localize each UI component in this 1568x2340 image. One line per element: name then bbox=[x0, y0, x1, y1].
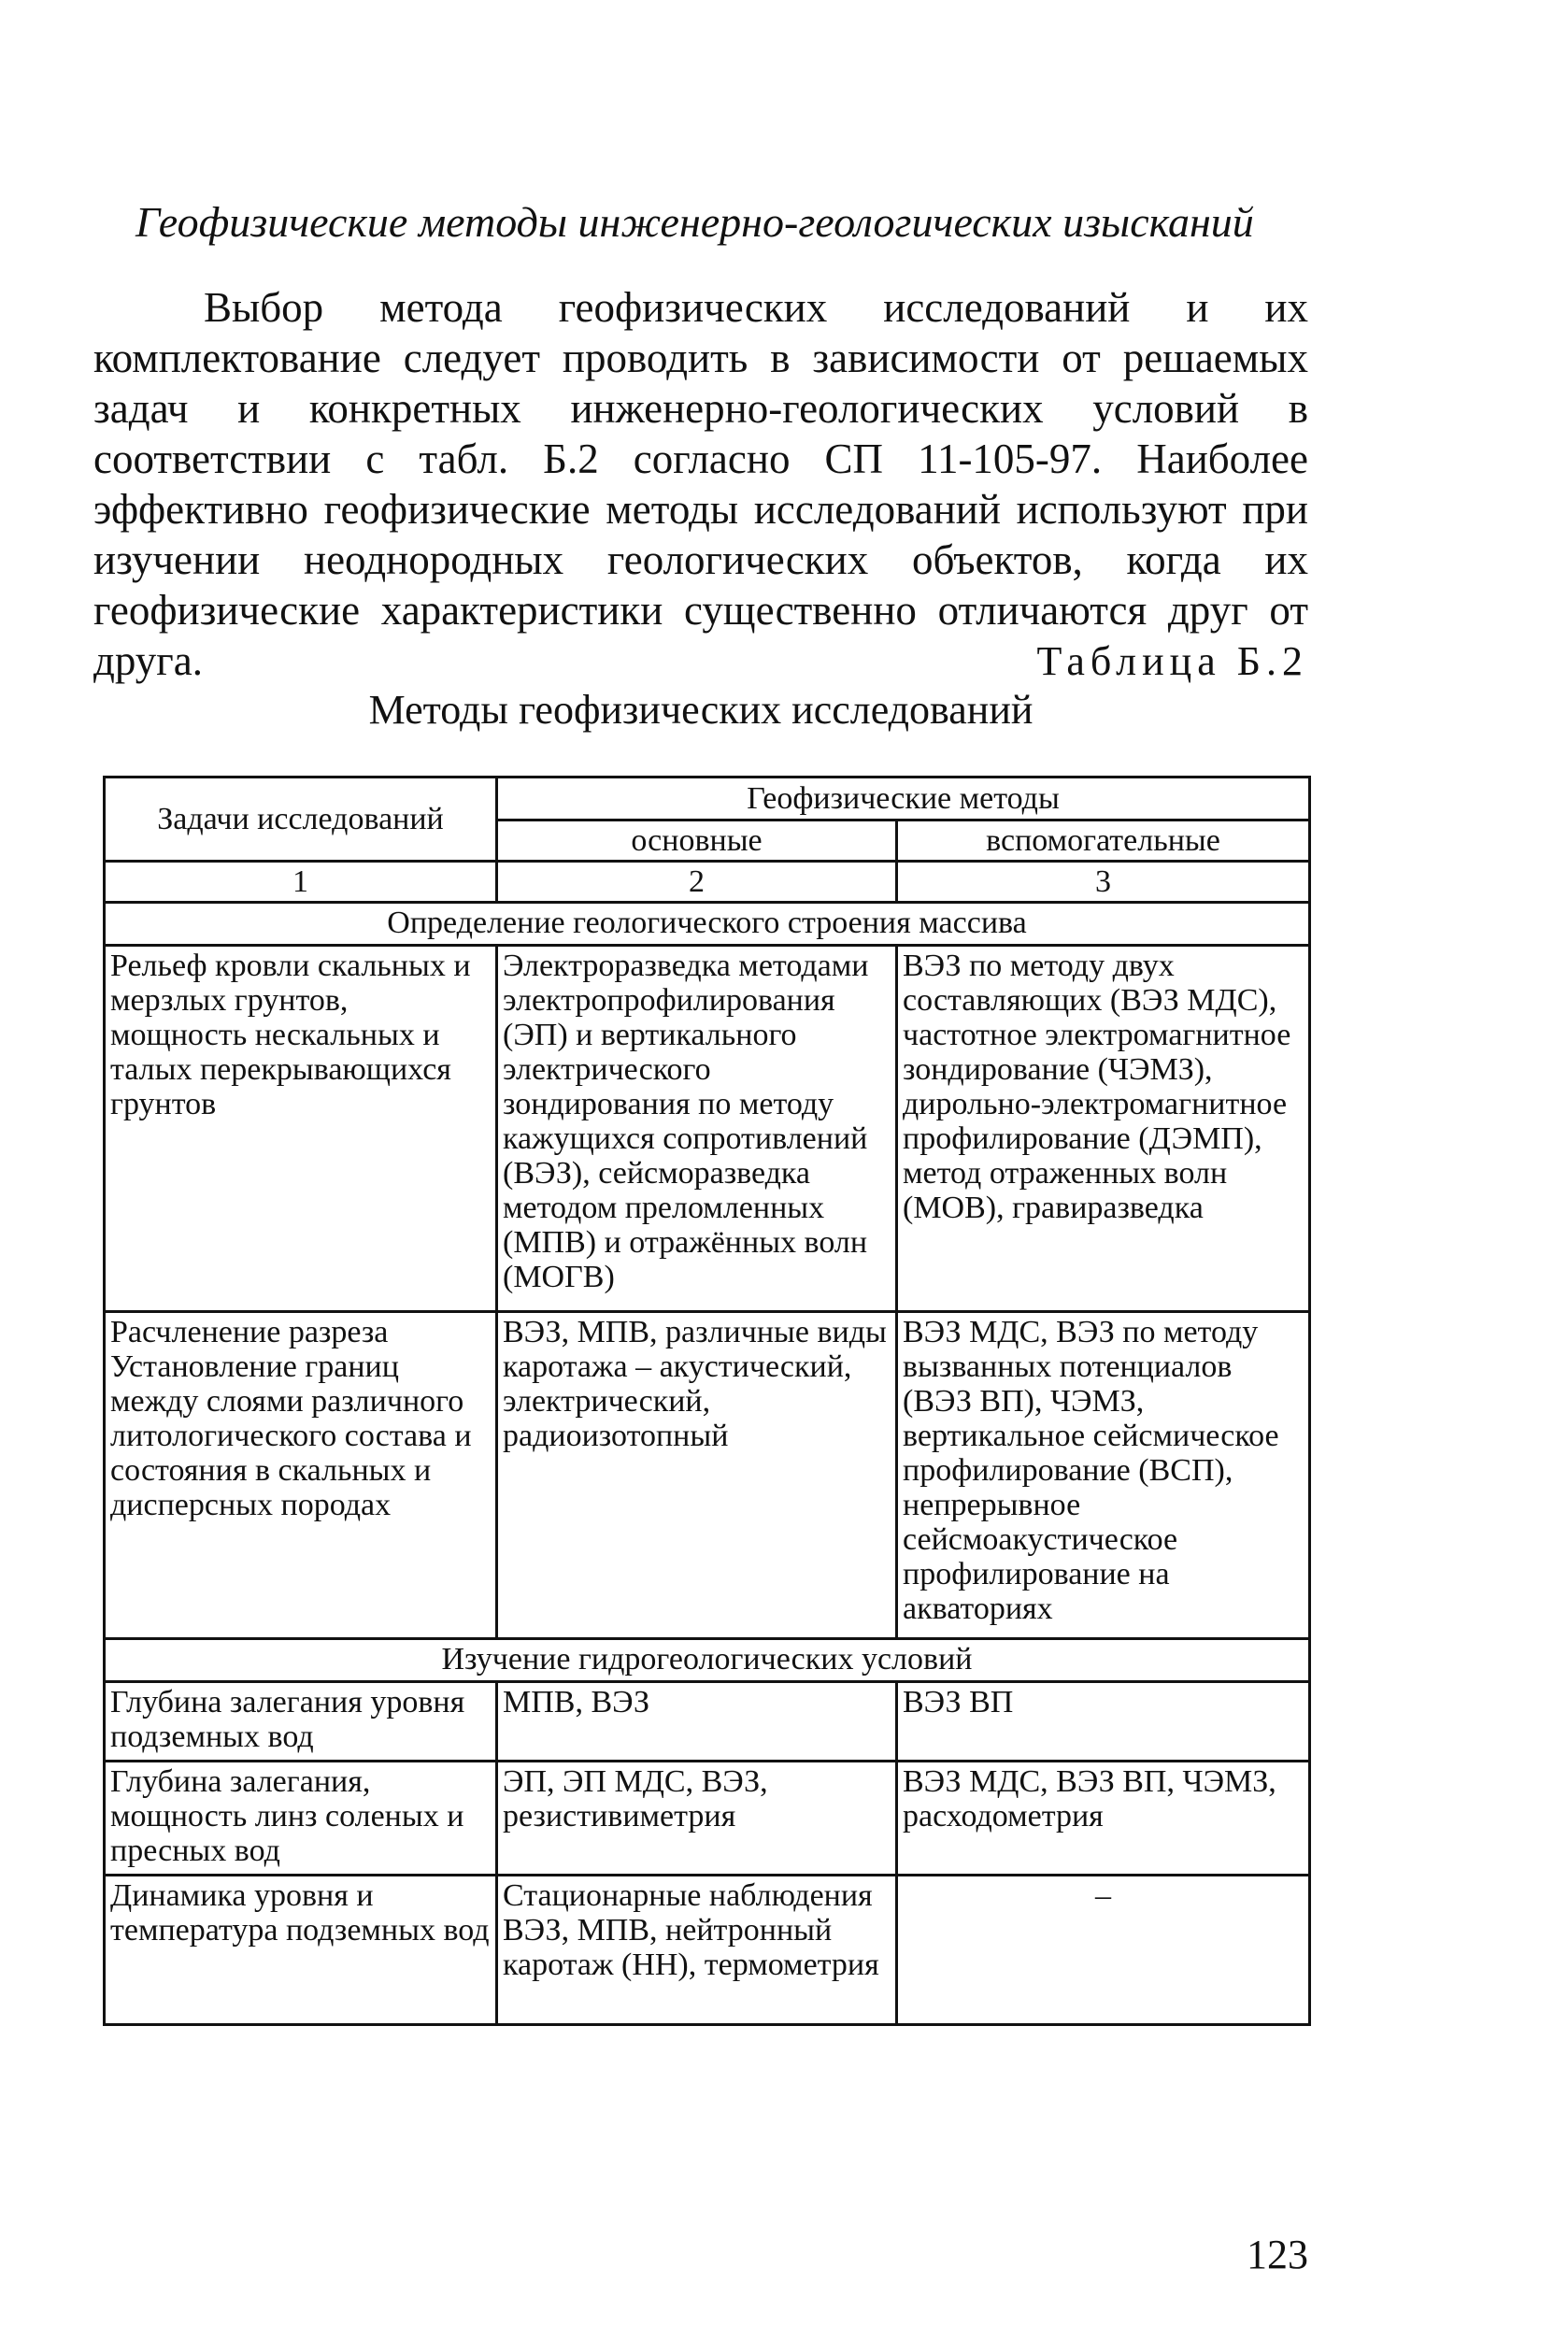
task-cell: Глубина залегания уровня подземных вод bbox=[105, 1682, 497, 1762]
main-methods-cell: Стационарные наблюдения ВЭЗ, МПВ, нейтронный каротаж (НН), термометрия bbox=[497, 1876, 897, 2025]
main-methods-cell: МПВ, ВЭЗ bbox=[497, 1682, 897, 1762]
table-row bbox=[105, 1682, 1310, 1762]
table-title: Методы геофизических исследований bbox=[368, 687, 1033, 733]
main-methods-cell: ВЭЗ, МПВ, различные виды каротажа – акустический, электрический, радиоизотопный bbox=[497, 1312, 897, 1639]
aux-methods-cell: ВЭЗ МДС, ВЭЗ по методу вызванных потенциалов (ВЭЗ ВП), ЧЭМЗ, вертикальное сейсмическое профилирование (ВСП), непрерывное сейсмоакустическое профилирование на акваториях bbox=[897, 1312, 1310, 1639]
table-header-row bbox=[105, 778, 1310, 820]
page-number: 123 bbox=[1247, 2232, 1308, 2277]
table-row bbox=[105, 1762, 1310, 1876]
task-cell: Динамика уровня и температура подземных вод bbox=[105, 1876, 497, 2025]
header-tasks: Задачи исследований bbox=[105, 778, 497, 862]
section-row bbox=[105, 1639, 1310, 1682]
running-header: Геофизические методы инженерно-геологических изысканий bbox=[135, 198, 1254, 246]
column-number: 1 bbox=[105, 862, 497, 903]
methods-table bbox=[103, 776, 1311, 2026]
task-cell: Расчленение разреза Установление границ между слоями различного литологического состава и состояния в скальных и дисперсных породах bbox=[105, 1312, 497, 1639]
table-row bbox=[105, 1876, 1310, 2025]
section-row bbox=[105, 903, 1310, 946]
main-methods-cell: ЭП, ЭП МДС, ВЭЗ, резистивиметрия bbox=[497, 1762, 897, 1876]
column-number: 2 bbox=[497, 862, 897, 903]
header-methods: Геофизические методы bbox=[497, 778, 1310, 820]
aux-methods-cell: ВЭЗ по методу двух составляющих (ВЭЗ МДС), частотное электромагнитное зондирование (ЧЭМЗ), дирольно-электромагнитное профилирование (ДЭМП), метод отраженных волн (МОВ), гравиразведка bbox=[897, 946, 1310, 1312]
table-row bbox=[105, 1312, 1310, 1639]
section-heading: Изучение гидрогеологических условий bbox=[105, 1639, 1310, 1682]
column-number: 3 bbox=[897, 862, 1310, 903]
table-caption: Таблица Б.2 bbox=[1036, 638, 1308, 684]
aux-methods-cell: ВЭЗ ВП bbox=[897, 1682, 1310, 1762]
section-heading: Определение геологического строения массива bbox=[105, 903, 1310, 946]
header-aux: вспомогательные bbox=[897, 820, 1310, 862]
task-cell: Глубина залегания, мощность линз соленых и пресных вод bbox=[105, 1762, 497, 1876]
task-cell: Рельеф кровли скальных и мерзлых грунтов, мощность нескальных и талых перекрывающихся грунтов bbox=[105, 946, 497, 1312]
main-methods-cell: Электроразведка методами электропрофилирования (ЭП) и вертикального электрического зондирования по методу кажущихся сопротивлений (ВЭЗ), сейсморазведка методом преломленных (МПВ) и отражённых волн (МОГВ) bbox=[497, 946, 897, 1312]
aux-methods-cell: ВЭЗ МДС, ВЭЗ ВП, ЧЭМЗ, расходометрия bbox=[897, 1762, 1310, 1876]
table-row bbox=[105, 946, 1310, 1312]
header-main: основные bbox=[497, 820, 897, 862]
column-number-row bbox=[105, 862, 1310, 903]
aux-methods-cell: – bbox=[897, 1876, 1310, 2025]
body-paragraph: Выбор метода геофизических исследований и их комплектование следует проводить в зависимости от решаемых задач и конкретных инженерно-геологических условий в соответствии с табл. Б.2 согласно СП 11-105-97. Наиболее эффективно геофизические методы исследований используют при изучении неоднородных геологических объектов, когда их геофизические характеристики существенно отличаются друг от друга. bbox=[93, 284, 1308, 684]
